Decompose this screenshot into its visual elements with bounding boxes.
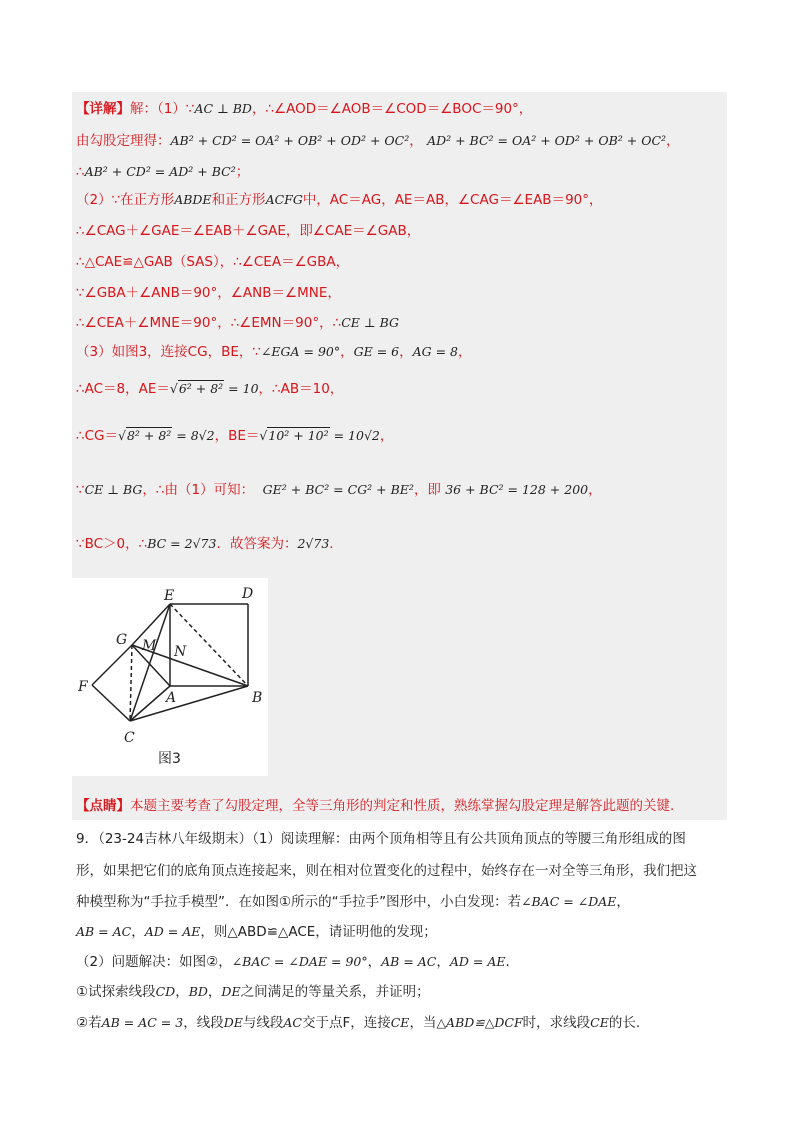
solution-line-13: ∵BC＞0，∴BC = 2√73．故答案为：2√73． (76, 536, 343, 552)
question-line-1: 9．（23-24吉林八年级期末）（1）阅读理解：由两个顶角相等且有公共顶角顶点的等腰三角形组成的图 (76, 831, 686, 847)
label-A: A (166, 690, 177, 706)
segment-CB (130, 686, 248, 721)
solution-line-5: ∴∠CAG＋∠GAE＝∠EAB＋∠GAE，即∠CAE＝∠GAB， (76, 223, 421, 239)
question-line-6: ①试探索线段CD，BD，DE之间满足的等量关系，并证明； (76, 984, 430, 1000)
label-M: M (142, 638, 157, 654)
label-F: F (78, 679, 88, 695)
question-line-4: AB = AC，AD = AE，则△ABD≌△ACE，请证明他的发现； (76, 924, 437, 940)
solution-line-11: ∴CG＝√8² + 8² = 8√2，BE＝√10² + 10² = 10√2， (76, 428, 394, 444)
solution-line-2: 由勾股定理得：AB² + CD² = OA² + OB² + OD² + OC²， AD² + BC² = OA² + OD² + OB² + OC²， (76, 133, 680, 149)
label-D: D (242, 586, 254, 602)
solution-line-12: ∵CE ⊥ BG，∴由（1）可知： GE² + BC² = CG² + BE²，即 36 + BC² = 128 + 200， (76, 482, 602, 498)
figure-3-diagram (72, 578, 268, 776)
label-C: C (124, 730, 135, 746)
solution-line-8: ∴∠CEA＋∠MNE＝90°，∴∠EMN＝90°，∴CE ⊥ BG (76, 315, 399, 331)
label-N: N (174, 644, 187, 660)
solution-line-7: ∵∠GBA＋∠ANB＝90°，∠ANB＝∠MNE， (76, 285, 341, 301)
solution-line-9: （3）如图3，连接CG，BE，∵∠EGA = 90°，GE = 6，AG = 8， (76, 344, 472, 360)
label-G: G (116, 632, 128, 648)
label-E: E (164, 588, 175, 604)
segment-CF (92, 685, 130, 721)
solution-line-4: （2）∵在正方形ABDE和正方形ACFG中，AC＝AG，AE＝AB，∠CAG＝∠EAB＝90°， (76, 192, 603, 208)
solution-line-1: 【详解】解：（1）∵AC ⊥ BD，∴∠AOD＝∠AOB＝∠COD＝∠BOC＝90°， (76, 101, 533, 117)
label-B: B (252, 690, 263, 706)
segment-GC (130, 645, 132, 721)
question-line-7: ②若AB = AC = 3，线段DE与线段AC交于点F，连接CE，当△ABD≌△DCF时，求线段CE的长. (76, 1015, 641, 1031)
figure-3 (72, 578, 268, 776)
segment-FG (92, 645, 132, 685)
question-line-5: （2）问题解决：如图②，∠BAC = ∠DAE = 90°，AB = AC，AD = AE． (76, 954, 519, 970)
solution-comment: 【点睛】本题主要考查了勾股定理，全等三角形的判定和性质，熟练掌握勾股定理是解答此题的关键. (76, 798, 675, 814)
solution-line-6: ∴△CAE≌△GAB（SAS），∴∠CEA＝∠GBA， (76, 254, 350, 270)
figure-caption: 图3 (158, 751, 181, 767)
question-line-2: 形，如果把它们的底角顶点连接起来，则在相对位置变化的过程中，始终存在一对全等三角形，我们把这 (76, 863, 697, 879)
solution-line-10: ∴AC＝8，AE＝√6² + 8² = 10，∴AB＝10， (76, 381, 344, 397)
solution-line-3: ∴AB² + CD² = AD² + BC²； (76, 164, 250, 180)
question-line-3: 种模型称为“手拉手模型”．在如图①所示的“手拉手”图形中，小白发现：若∠BAC = ∠DAE， (76, 894, 630, 910)
